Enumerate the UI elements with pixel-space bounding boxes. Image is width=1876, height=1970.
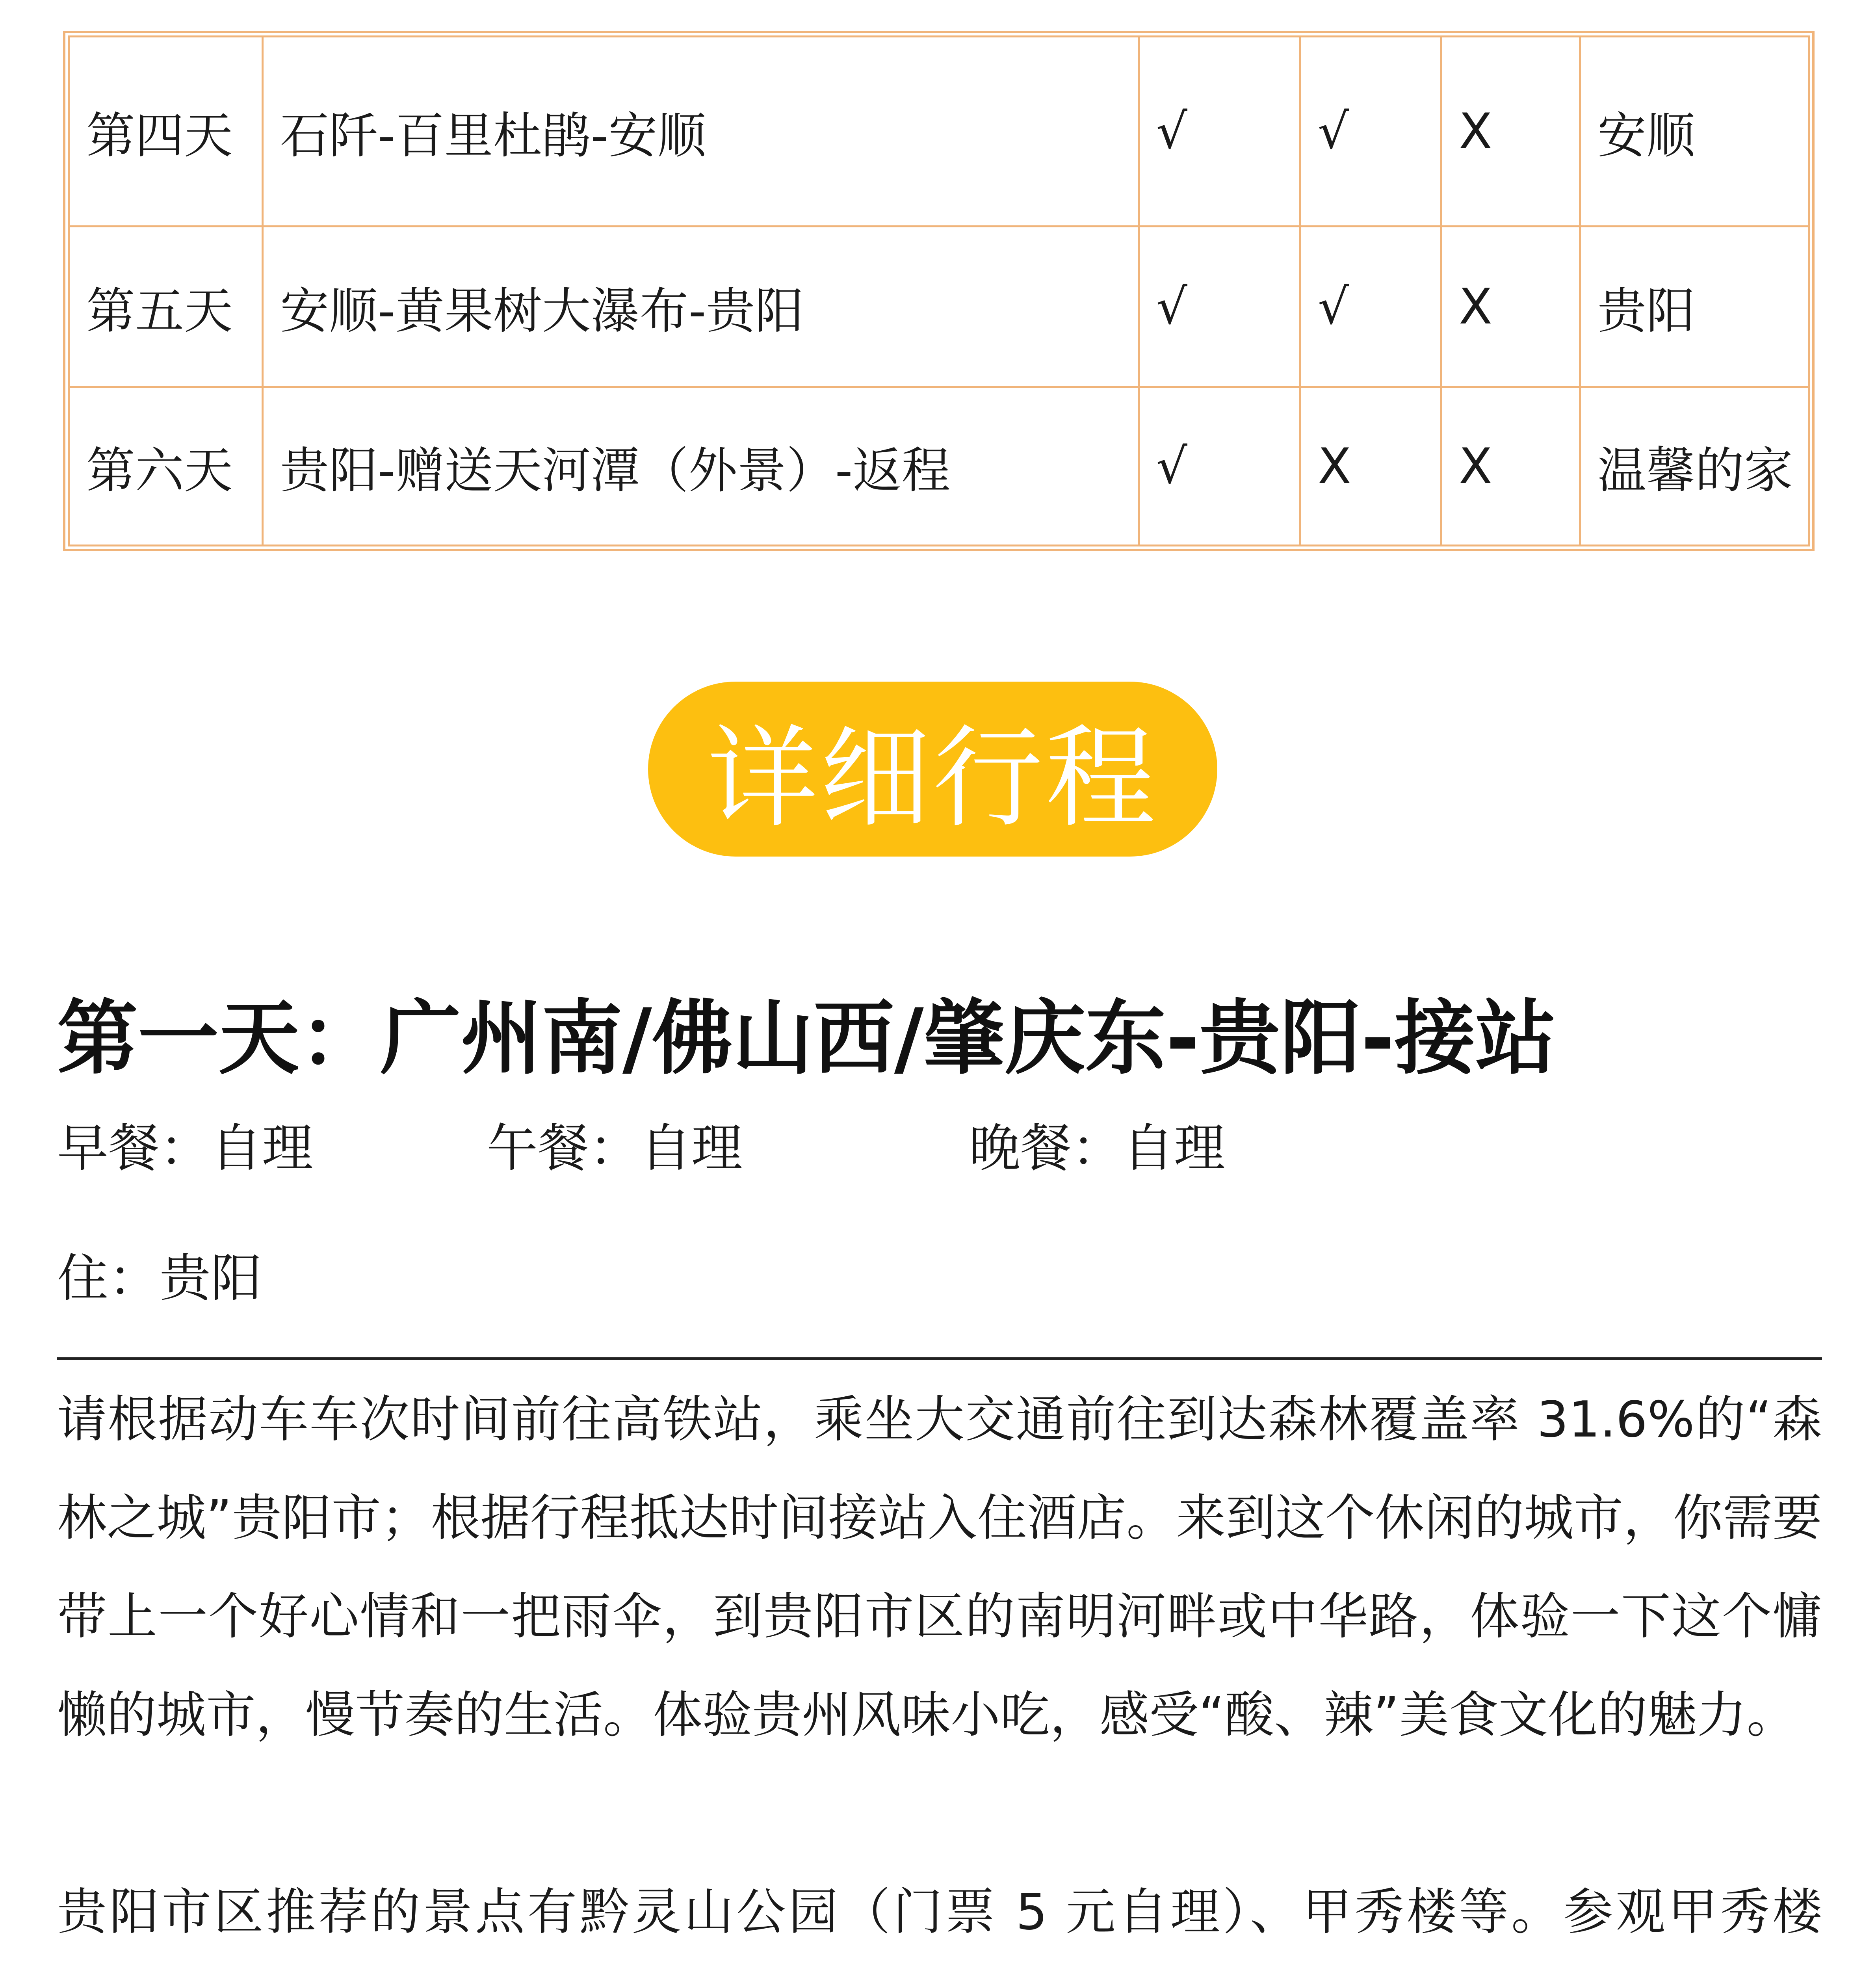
dinner-cell: X — [1441, 227, 1580, 387]
lunch-cell: √ — [1300, 227, 1441, 387]
dinner-cell: X — [1441, 387, 1580, 546]
route-cell: 贵阳-赠送天河潭（外景）-返程 — [263, 387, 1139, 546]
dinner-cell: X — [1441, 37, 1580, 227]
stay-cell: 贵阳 — [1580, 227, 1809, 387]
section-heading-pill: 详细行程 — [648, 682, 1217, 857]
divider — [57, 1357, 1822, 1360]
lunch-label: 午餐：自理 — [487, 1118, 743, 1178]
intro-paragraph: 请根据动车车次时间前往高铁站，乘坐大交通前往到达森林覆盖率 31.6%的“森林之城”贵阳市；根据行程抵达时间接站入住酒店。来到这个休闲的城市，你需要带上一个好心情和一把雨伞，到贵阳市区的南明河畔或中华路，体验一下这个慵懒的城市，慢节奏的生活。体验贵州风味小吃，感受“酸、辣”美食文化的魅力。 — [57, 1390, 1822, 1744]
breakfast-cell: √ — [1139, 37, 1300, 227]
table-row — [69, 37, 1809, 227]
day-cell: 第六天 — [69, 387, 263, 546]
route-cell: 石阡-百里杜鹃-安顺 — [263, 37, 1139, 227]
table-row — [69, 227, 1809, 387]
day-cell: 第五天 — [69, 227, 263, 387]
route-cell: 安顺-黄果树大瀑布-贵阳 — [263, 227, 1139, 387]
table-row — [69, 387, 1809, 546]
day-cell: 第四天 — [69, 37, 263, 227]
breakfast-label: 早餐：自理 — [57, 1118, 314, 1178]
breakfast-cell: √ — [1139, 387, 1300, 546]
schedule-table — [63, 31, 1815, 551]
breakfast-cell: √ — [1139, 227, 1300, 387]
stay-cell: 安顺 — [1580, 37, 1809, 227]
dinner-label: 晚餐：自理 — [969, 1118, 1226, 1178]
lunch-cell: X — [1300, 387, 1441, 546]
lunch-cell: √ — [1300, 37, 1441, 227]
stay-label: 住：贵阳 — [57, 1248, 262, 1308]
day-title: 第一天：广州南/佛山西/肇庆东-贵阳-接站 — [57, 992, 1556, 1085]
stay-cell: 温馨的家 — [1580, 387, 1809, 546]
attractions-paragraph: 贵阳市区推荐的景点有黔灵山公园（门票 5 元自理）、甲秀楼等。参观甲秀楼 — [57, 1883, 1822, 1941]
